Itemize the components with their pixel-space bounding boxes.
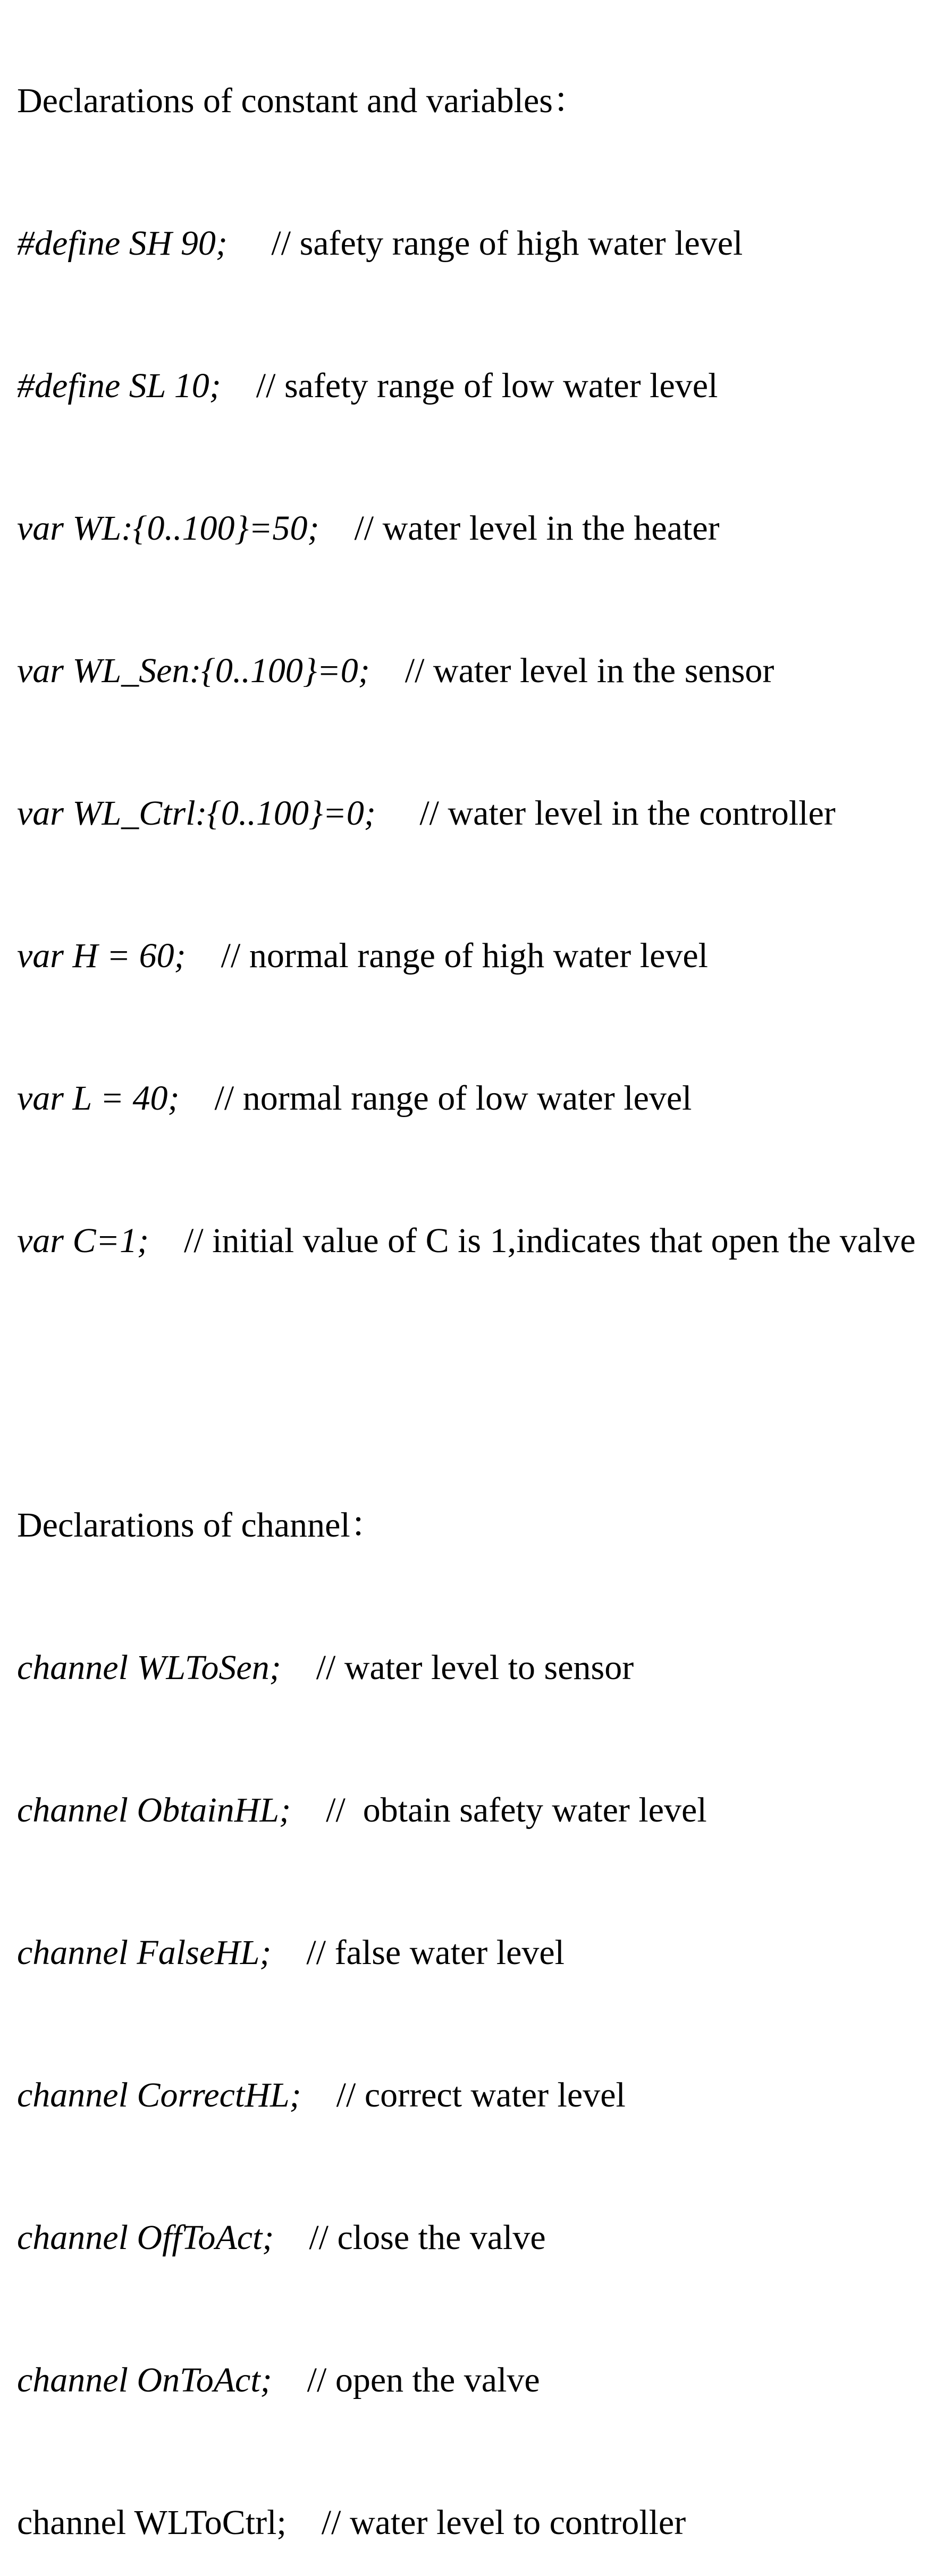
spacer — [319, 510, 354, 546]
code-line — [17, 1650, 929, 1685]
spacer — [228, 225, 272, 261]
code-comment: // water level in the controller — [419, 794, 836, 833]
section-divider — [17, 1365, 929, 1400]
declarations-document — [17, 12, 929, 2576]
spacer — [370, 653, 405, 689]
code-line — [17, 510, 929, 546]
code-line — [17, 1935, 929, 1970]
code-comment: // normal range of high water level — [221, 936, 709, 975]
spacer — [221, 368, 256, 404]
code-text: channel FalseHL; — [17, 1933, 272, 1972]
code-text: #define SL 10; — [17, 366, 221, 405]
code-text: channel OnToAct; — [17, 2361, 272, 2399]
spacer — [301, 2077, 336, 2113]
code-text: channel OffToAct; — [17, 2218, 274, 2257]
spacer — [287, 2505, 322, 2540]
code-line — [17, 2220, 929, 2255]
code-text: var WL:{0..100}=50; — [17, 509, 319, 548]
code-comment: // false water level — [306, 1933, 565, 1972]
code-line — [17, 2505, 929, 2540]
code-comment: // open the valve — [307, 2361, 540, 2399]
code-line — [17, 795, 929, 831]
code-line — [17, 2077, 929, 2113]
spacer — [291, 1792, 326, 1828]
code-text: channel ObtainHL; — [17, 1791, 291, 1830]
spacer — [281, 1650, 316, 1685]
code-line — [17, 2362, 929, 2398]
code-text: channel WLToSen; — [17, 1648, 281, 1687]
code-comment: // normal range of low water level — [214, 1079, 692, 1118]
spacer — [180, 1080, 215, 1116]
section-heading-channels: Declarations of channel： — [17, 1506, 385, 1545]
code-comment: // water level to controller — [321, 2503, 686, 2542]
code-text: var WL_Ctrl:{0..100}=0; — [17, 794, 376, 833]
code-comment: // water level in the sensor — [405, 651, 774, 690]
spacer — [149, 1223, 184, 1258]
spacer — [274, 2220, 309, 2255]
code-comment: // close the valve — [309, 2218, 546, 2257]
code-comment: // safety range of low water level — [256, 366, 718, 405]
code-text: var WL_Sen:{0..100}=0; — [17, 651, 370, 690]
code-line — [17, 1792, 929, 1828]
code-comment: // obtain safety water level — [326, 1791, 707, 1830]
code-comment: // correct water level — [336, 2076, 626, 2114]
spacer — [272, 2362, 307, 2398]
code-text: channel WLToCtrl; — [17, 2503, 287, 2542]
code-text: var H = 60; — [17, 936, 186, 975]
code-line — [17, 1080, 929, 1116]
code-comment: // water level in the heater — [354, 509, 720, 548]
code-line — [17, 938, 929, 974]
spacer — [376, 795, 420, 831]
code-comment: // initial value of C is 1,indicates that open the valve — [184, 1221, 916, 1260]
code-comment: // safety range of high water level — [271, 224, 743, 263]
code-line — [17, 225, 929, 261]
code-text: var L = 40; — [17, 1079, 180, 1118]
code-line — [17, 653, 929, 689]
code-text: var C=1; — [17, 1221, 149, 1260]
code-line — [17, 368, 929, 404]
code-line — [17, 1223, 929, 1258]
code-text: #define SH 90; — [17, 224, 228, 263]
section-heading-constants: Declarations of constant and variables： — [17, 81, 588, 120]
code-text: channel CorrectHL; — [17, 2076, 301, 2114]
spacer — [271, 1935, 306, 1970]
spacer — [186, 938, 221, 974]
code-comment: // water level to sensor — [316, 1648, 634, 1687]
